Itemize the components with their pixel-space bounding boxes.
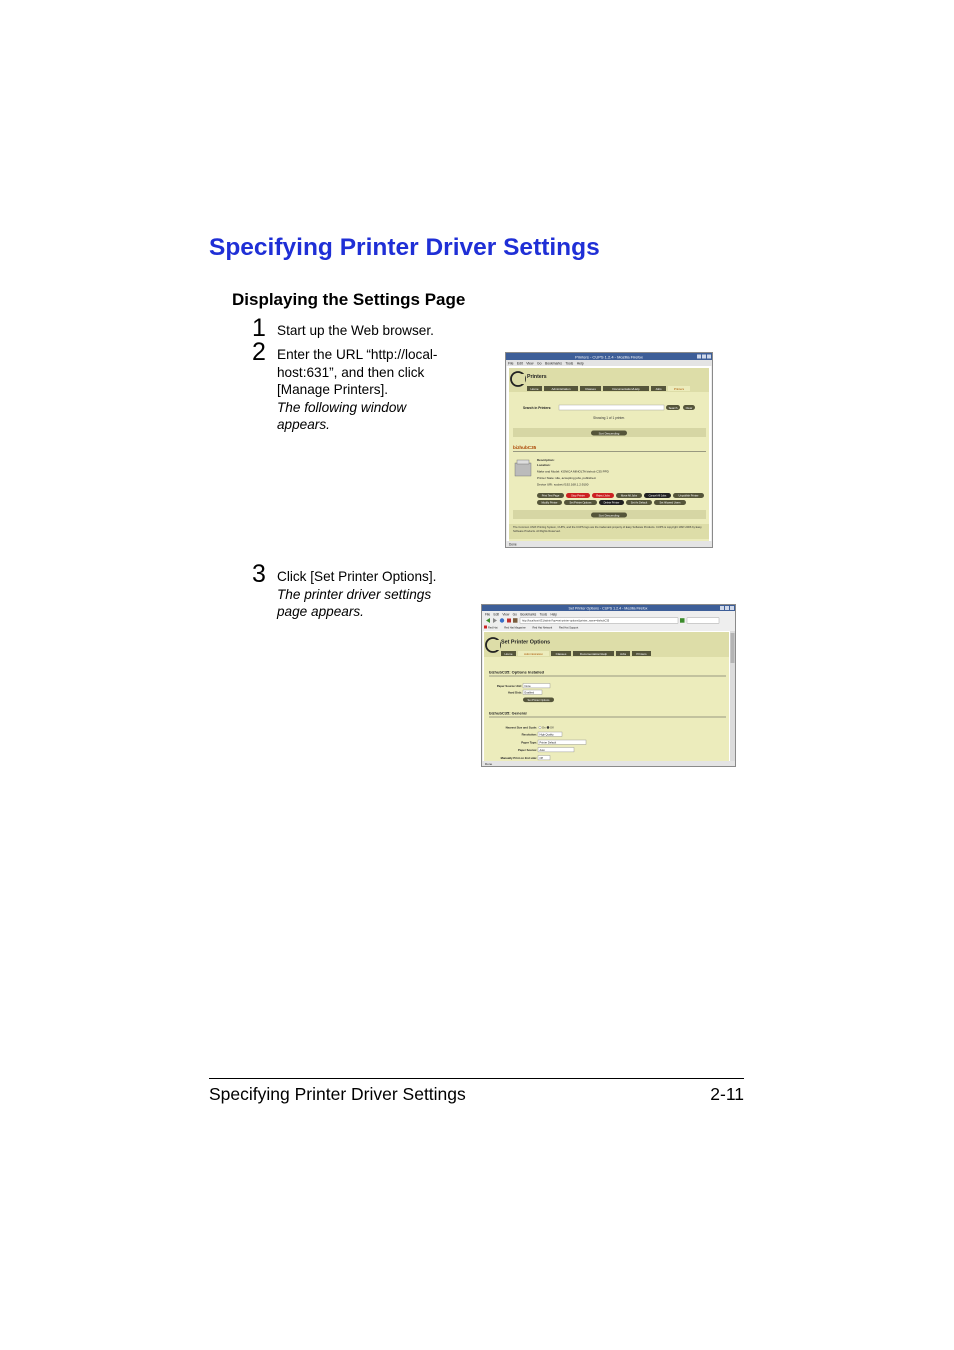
menu-tools: Tools	[539, 612, 548, 617]
section-heading: Displaying the Settings Page	[232, 290, 466, 309]
page-number: 2-11	[710, 1084, 744, 1104]
step-1-text	[277, 322, 434, 340]
sort-button: Sort Descending	[598, 431, 620, 436]
stop-icon	[507, 619, 511, 623]
step-2-text	[277, 346, 477, 434]
cups-footer-text: The Common UNIX Printing System, CUPS, and the CUPS logo are the trademark property of Easy Software Products. CUPS is copyright 1997-2006 by Easy Software Products. All Rights Reserved.	[513, 525, 702, 534]
set-allowed-users-button: Set Allowed Users	[659, 501, 681, 505]
step-2-line: [Manage Printers].	[277, 382, 389, 398]
svg-text:On: On	[542, 726, 546, 730]
printer-icon	[515, 463, 531, 476]
sort-button-bottom: Sort Descending	[598, 513, 620, 518]
status-bar: Done	[485, 762, 493, 766]
options-window	[482, 605, 735, 766]
footer-section-title: Specifying Printer Driver Settings	[209, 1084, 466, 1104]
printer-name: bizhubC35	[513, 445, 537, 450]
tab-home: Home	[530, 387, 539, 391]
step-2-line: host:631”, and then click	[277, 364, 425, 380]
paper-source-unit-label: Paper Source Unit:	[496, 684, 522, 688]
svg-text:High Quality: High Quality	[539, 733, 554, 737]
fit-off-radio	[547, 726, 549, 728]
svg-text:None: None	[524, 684, 531, 688]
page-title: Specifying Printer Driver Settings	[209, 234, 600, 261]
menu-go: Go	[512, 612, 517, 617]
step-3-result: The printer driver settings	[277, 586, 432, 602]
search-button: Search	[668, 405, 678, 410]
svg-text:Enabled: Enabled	[524, 691, 535, 695]
menu-bookmarks: Bookmarks	[544, 361, 562, 366]
resolution-label: Resolution:	[521, 732, 537, 737]
menu-help: Help	[576, 361, 584, 366]
stop-printer-button: Stop Printer	[571, 494, 585, 498]
menu-file: File	[508, 361, 514, 366]
menu-edit: Edit	[516, 361, 523, 366]
tab-classes: Classes	[585, 387, 596, 391]
tab-administration: Administration	[523, 652, 544, 656]
general-heading: bizhubC35: General	[489, 710, 527, 716]
options-installed-heading: bizhubC35: Options Installed	[489, 669, 545, 675]
reject-jobs-button: Reject Jobs	[596, 494, 610, 498]
bookmarks-bar: Red Hat Red Hat Magazine Red Hat Network Red Hat Support	[488, 626, 579, 630]
tab-jobs: Jobs	[619, 652, 627, 656]
status-bar: Done	[509, 542, 517, 547]
window-title: Printers - CUPS 1.2.4 - Mozilla Firefox	[575, 354, 643, 360]
step-3-text	[277, 568, 477, 621]
tab-printers: Printers	[673, 387, 685, 391]
clear-button: Clear	[685, 405, 693, 410]
menu-bar	[508, 362, 584, 366]
results-count: Showing 1 of 1 printer.	[593, 416, 625, 420]
print-test-page-button: Print Test Page	[541, 494, 560, 498]
hard-disk-label: Hard Disk:	[508, 690, 522, 695]
tab-documentation: Documentation/Help	[579, 652, 608, 656]
window-title: Set Printer Options - CUPS 1.2.4 - Mozilla Firefox	[568, 606, 648, 611]
menu-bar	[485, 613, 557, 617]
search-input	[559, 405, 664, 410]
unpublish-printer-button: Unpublish Printer	[678, 494, 699, 498]
set-as-default-button: Set As Default	[630, 501, 648, 505]
step-2-line: Enter the URL “http://local-	[277, 347, 438, 362]
search-label: Search in Printers:	[523, 406, 552, 410]
fit-label: Nearest Size and Scale:	[505, 725, 537, 730]
set-printer-options-button: Set Printer Options	[527, 699, 550, 702]
tab-documentation: Documentation/Help	[612, 387, 640, 391]
url-text: http://localhost:631/admin?op=set-printer-options&printer_name=bizhubC35	[522, 619, 610, 623]
step-number-1: 1	[252, 314, 266, 342]
step-3-result: page appears.	[277, 604, 364, 620]
bookmark-icon	[484, 626, 487, 629]
tab-home: Home	[504, 652, 513, 656]
paper-type-label: Paper Type:	[521, 740, 537, 745]
go-icon	[680, 618, 685, 623]
tab-jobs: Jobs	[655, 387, 662, 391]
tab-classes: Classes	[555, 652, 567, 656]
delete-printer-button: Delete Printer	[603, 501, 620, 505]
home-icon	[513, 618, 518, 623]
manual-duplex-label: Manually Print on 2nd side:	[500, 756, 537, 760]
menu-edit: Edit	[493, 612, 500, 617]
svg-text:Printer Default: Printer Default	[539, 741, 557, 745]
step-2-result: The following window	[277, 399, 407, 415]
page-heading: Set Printer Options	[501, 639, 551, 646]
svg-text:Auto: Auto	[539, 748, 545, 752]
svg-text:Off: Off	[550, 726, 554, 730]
cancel-all-jobs-button: Cancel All Jobs	[648, 494, 667, 498]
step-3-line: Click [Set Printer Options].	[277, 569, 437, 584]
tab-printers: Printers	[636, 652, 647, 656]
menu-view: View	[526, 361, 534, 366]
svg-text:Off: Off	[539, 756, 543, 760]
modify-printer-button: Modify Printer	[541, 501, 558, 505]
set-printer-options-button: Set Printer Options	[569, 501, 592, 505]
menu-help: Help	[550, 612, 558, 617]
menu-file: File	[485, 612, 491, 617]
page-heading: Printers	[527, 374, 547, 380]
printer-details: Description: Location: Make and Model: KONICA MINOLTA bizhub C35 PPD Printer State: idle, accepting jobs, published. Device URI: socket://192.168.1.2:9100	[537, 458, 609, 487]
paper-source-label: Paper Source:	[518, 748, 537, 752]
menu-view: View	[502, 612, 510, 617]
menu-bookmarks: Bookmarks	[520, 612, 537, 617]
move-all-jobs-button: Move All Jobs	[620, 494, 638, 498]
step-1-line: Start up the Web browser.	[277, 323, 434, 338]
scrollbar-thumb	[731, 633, 735, 663]
step-2-result: appears.	[277, 417, 330, 433]
fit-on-radio	[539, 726, 541, 728]
footer-rule	[209, 1078, 744, 1079]
screenshot-set-printer-options	[481, 604, 736, 767]
step-number-3: 3	[252, 560, 266, 588]
printers-window	[506, 353, 712, 547]
screenshot-printers-page	[505, 352, 713, 548]
step-number-2: 2	[252, 338, 266, 366]
reload-icon	[500, 618, 504, 622]
tab-administration: Administration	[551, 387, 571, 391]
menu-tools: Tools	[565, 361, 574, 366]
menu-go: Go	[536, 361, 542, 366]
search-box	[687, 618, 719, 623]
